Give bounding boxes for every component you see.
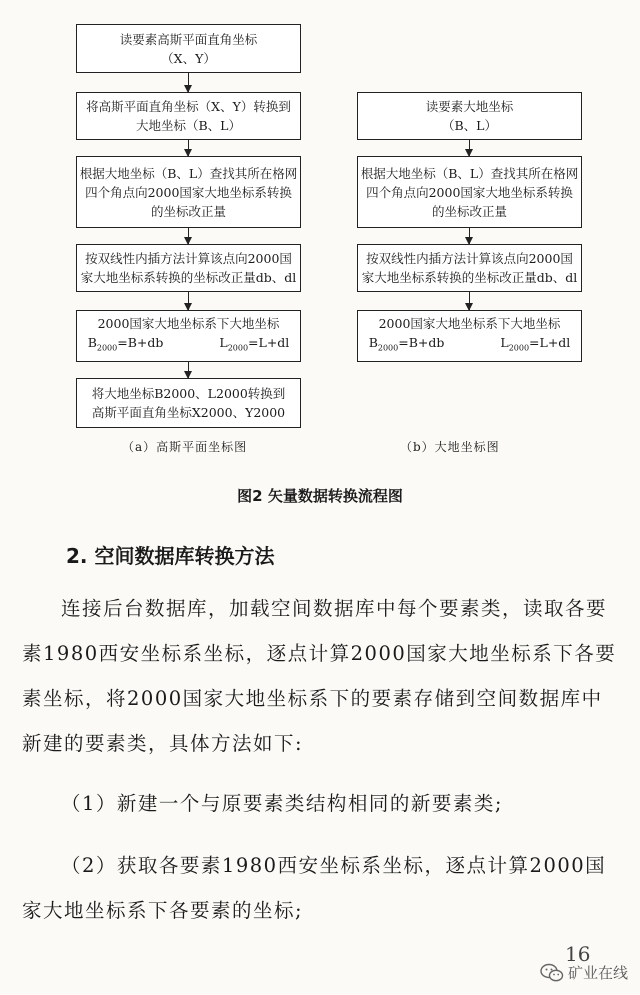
paragraph: 连接后台数据库，加载空间数据库中每个要素类，读取各要素1980西安坐标系坐标，逐点计算2000国家大地坐标系下各要素坐标，将2000国家大地坐标系下的要素存储到空间数据库中新建的要素类，具体方法如下:: [22, 597, 617, 755]
flow-box-find-grid-corrections: 根据大地坐标（B、L）查找其所在格网 四个角点向2000国家大地坐标系转换 的坐标改正量: [76, 156, 301, 228]
flow-box-cgcs2000-coordinates: 2000国家大地坐标系下大地坐标 $B_{2000}=B+db$ $L_{2000}=L+dl$: [76, 310, 301, 362]
flow-box-gauss-to-geodetic: 将高斯平面直角坐标（X、Y）转换到 大地坐标（B、L）: [76, 92, 301, 140]
flow-arrow: [188, 362, 189, 378]
flow-arrow: [469, 140, 470, 156]
flowchart: [0, 0, 640, 470]
paragraph: （2）获取各要素1980西安坐标系坐标，逐点计算2000国家大地坐标系下各要素的坐标;: [22, 854, 607, 922]
correction-formula: $B_{2000}=B+db$ $L_{2000}=L+dl$: [368, 335, 571, 353]
paragraph: （1）新建一个与原要素类结构相同的新要素类;: [61, 792, 503, 815]
section-heading: 2. 空间数据库转换方法: [66, 544, 275, 568]
watermark: [540, 962, 628, 983]
flow-box-geodetic-to-gauss: 将大地坐标B2000、L2000转换到 高斯平面直角坐标X2000、Y2000: [76, 378, 301, 428]
flow-arrow: [188, 292, 189, 310]
correction-formula: $B_{2000}=B+db$ $L_{2000}=L+dl$: [87, 335, 290, 353]
wechat-icon: [540, 963, 564, 983]
flow-box-cgcs2000-coordinates: 2000国家大地坐标系下大地坐标 $B_{2000}=B+db$ $L_{2000}=L+dl$: [357, 310, 582, 362]
flow-box-bilinear-interpolation: 按双线性内插方法计算该点向2000国 家大地坐标系转换的坐标改正量db、dl: [76, 244, 301, 292]
flow-arrow: [188, 228, 189, 244]
flow-box-bilinear-interpolation: 按双线性内插方法计算该点向2000国 家大地坐标系转换的坐标改正量db、dl: [357, 244, 582, 292]
page-number: 16: [565, 942, 591, 966]
flow-box-read-geodetic: 读要素大地坐标 （B、L）: [357, 92, 582, 140]
subfigure-caption-a: （a）高斯平面坐标图: [122, 440, 248, 454]
subfigure-caption-b: （b）大地坐标图: [400, 440, 500, 454]
flow-box-read-gauss: 读要素高斯平面直角坐标 （X、Y）: [76, 24, 301, 73]
flow-box-find-grid-corrections: 根据大地坐标（B、L）查找其所在格网 四个角点向2000国家大地坐标系转换 的坐标改正量: [357, 156, 582, 228]
flow-arrow: [188, 73, 189, 92]
watermark-text: 矿业在线: [567, 964, 628, 982]
flow-arrow: [188, 140, 189, 156]
figure-caption: 图2 矢量数据转换流程图: [237, 487, 403, 505]
flow-arrow: [469, 228, 470, 244]
flow-arrow: [469, 292, 470, 310]
